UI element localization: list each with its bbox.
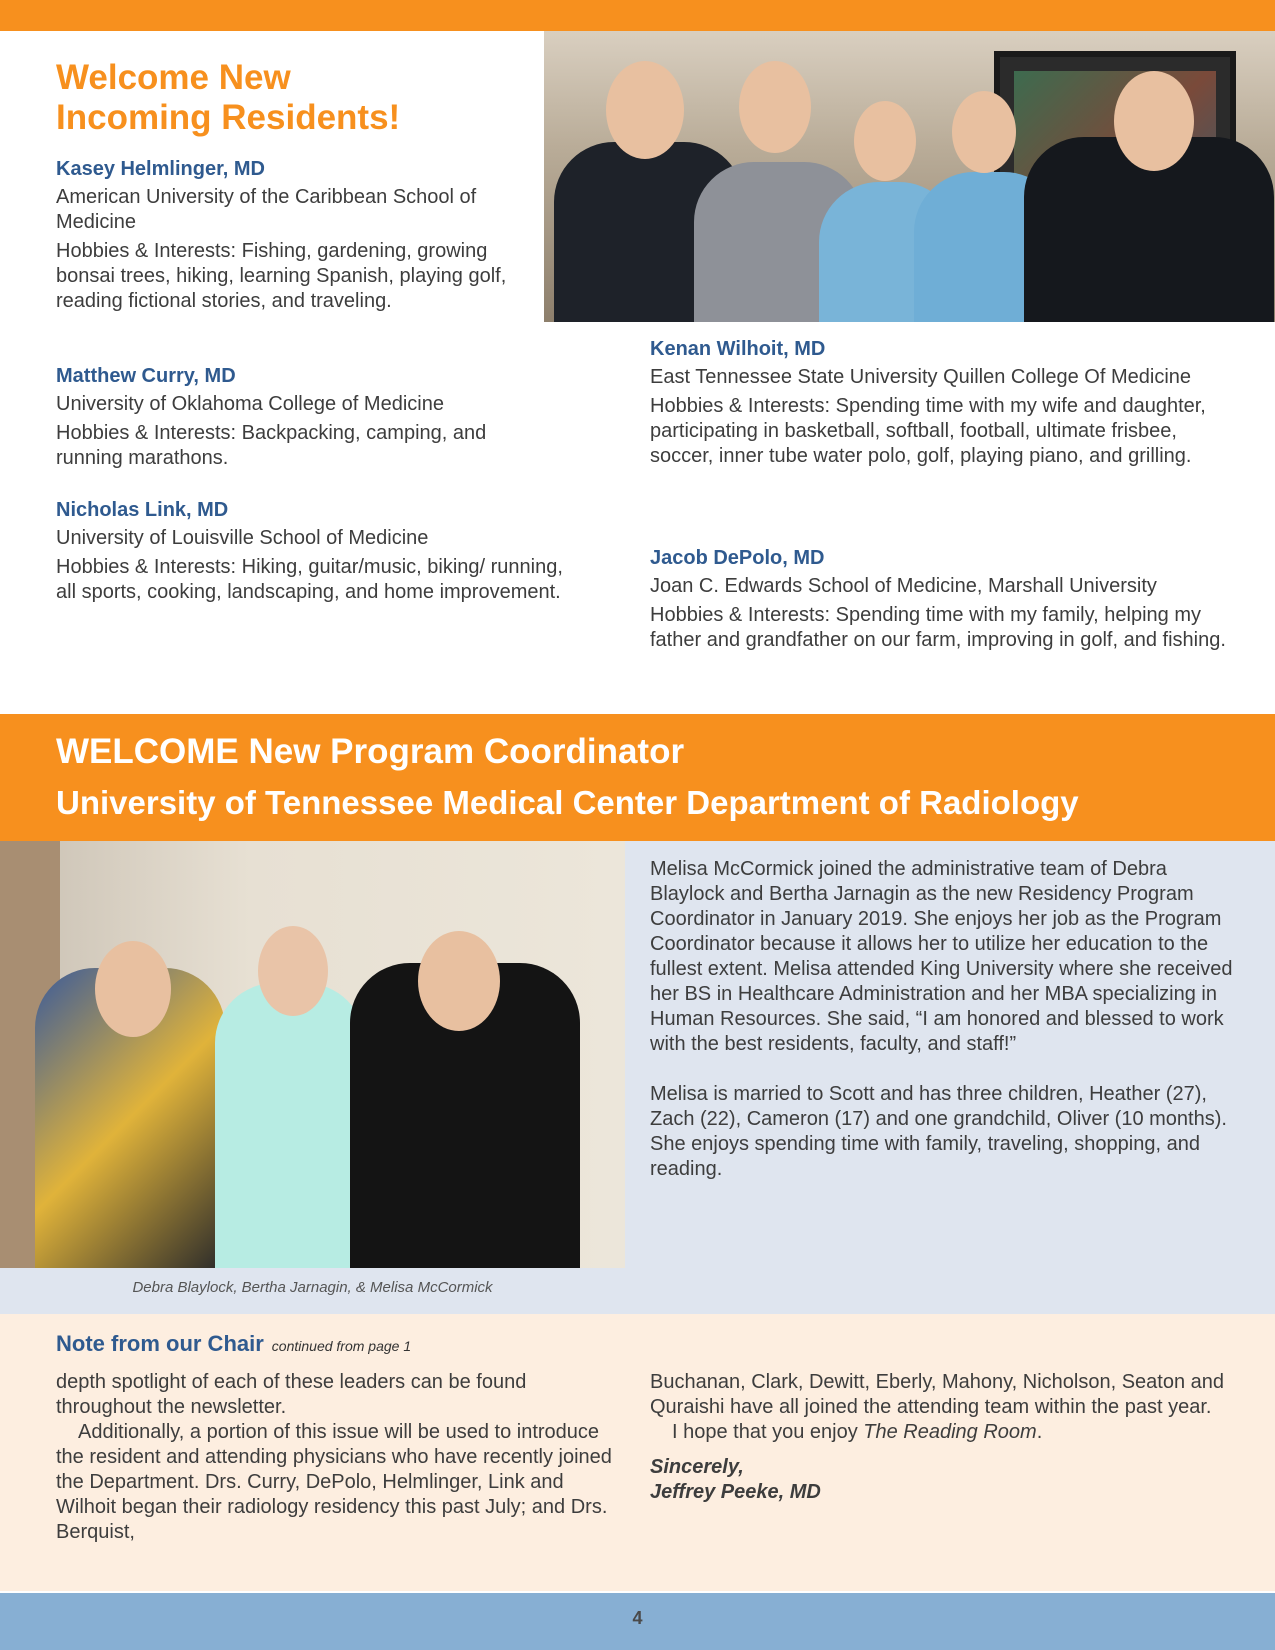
coordinator-bio xyxy=(650,857,1235,1207)
chair-note-heading: Note from our Chair xyxy=(56,1331,264,1356)
photo-caption: Debra Blaylock, Bertha Jarnagin, & Melisa McCormick xyxy=(132,1279,493,1296)
chair-paragraph xyxy=(650,1420,1235,1445)
bio-paragraph: Melisa is married to Scott and has three children, Heather (27), Zach (22), Cameron (17) and one grandchild, Oliver (10 months). She enjoys spending time with family, traveling, shopping, and reading. xyxy=(650,1083,1227,1180)
resident-entry xyxy=(56,157,526,314)
resident-school: University of Oklahoma College of Medicine xyxy=(56,393,444,415)
resident-entry xyxy=(56,364,556,471)
coordinator-title: WELCOME New Program Coordinator xyxy=(56,732,685,771)
chair-paragraph: Buchanan, Clark, Dewitt, Eberly, Mahony, Nicholson, Seaton and Quraishi have all joined the attending team within the past year. xyxy=(650,1371,1225,1418)
resident-school: University of Louisville School of Medicine xyxy=(56,527,429,549)
continued-note: continued from page 1 xyxy=(271,1338,412,1354)
resident-hobbies: Hobbies & Interests: Hiking, guitar/music, biking/ running, all sports, cooking, landscaping, and home improvement. xyxy=(56,556,563,603)
coordinator-subtitle: University of Tennessee Medical Center Department of Radiology xyxy=(56,784,1079,821)
resident-school: East Tennessee State University Quillen College Of Medicine xyxy=(650,366,1192,388)
chair-note-title xyxy=(56,1331,411,1357)
chair-text: I hope that you enjoy xyxy=(672,1421,864,1443)
resident-entry xyxy=(56,498,581,605)
chair-note-left-column xyxy=(56,1370,621,1545)
resident-entry xyxy=(650,337,1235,469)
chair-paragraph: Additionally, a portion of this issue will be used to introduce the resident and attending physicians who have recently joined the Department. Drs. Curry, DePolo, Helmlinger, Link and Wilhoit began their radiology residency this past July; and Drs. Berquist, xyxy=(56,1421,612,1543)
resident-school: American University of the Caribbean School of Medicine xyxy=(56,186,477,233)
headline-line2: Incoming Residents! xyxy=(56,98,401,137)
top-accent-bar xyxy=(0,0,1275,31)
resident-hobbies: Hobbies & Interests: Spending time with my wife and daughter, participating in basketball, softball, football, ultimate frisbee, soccer, inner tube water polo, golf, playing piano, and grilling. xyxy=(650,395,1206,467)
signature-name: Jeffrey Peeke, MD xyxy=(650,1481,821,1503)
person xyxy=(215,983,365,1268)
coordinator-photo xyxy=(0,841,625,1268)
chair-note-right-column xyxy=(650,1370,1235,1505)
page-number: 4 xyxy=(632,1608,643,1628)
chair-paragraph: depth spotlight of each of these leaders can be found throughout the newsletter. xyxy=(56,1371,527,1418)
headline-line1: Welcome New xyxy=(56,58,291,97)
resident-hobbies: Hobbies & Interests: Spending time with my family, helping my father and grandfather on our farm, improving in golf, and fishing. xyxy=(650,604,1226,651)
resident-entry xyxy=(650,546,1235,653)
resident-name: Nicholas Link, MD xyxy=(56,499,229,521)
chair-text: . xyxy=(1036,1421,1043,1443)
residents-group-photo xyxy=(544,31,1275,322)
resident-school: Joan C. Edwards School of Medicine, Marshall University xyxy=(650,575,1157,597)
resident-hobbies: Hobbies & Interests: Fishing, gardening, growing bonsai trees, hiking, learning Spanish, playing golf, reading fictional stories, and traveling. xyxy=(56,240,507,312)
resident-name: Kasey Helmlinger, MD xyxy=(56,158,265,180)
resident-hobbies: Hobbies & Interests: Backpacking, camping, and running marathons. xyxy=(56,422,487,469)
resident-name: Jacob DePolo, MD xyxy=(650,547,825,569)
bio-paragraph: Melisa McCormick joined the administrative team of Debra Blaylock and Bertha Jarnagin as the new Residency Program Coordinator in January 2019. She enjoys her job as the Program Coordinator because it allows her to utilize her education to the fullest extent. Melisa attended King University where she received her BS in Healthcare Administration and her MBA specializing in Human Resources. She said, “I am honored and blessed to work with the best residents, faculty, and staff!” xyxy=(650,858,1233,1055)
newsletter-title: The Reading Room xyxy=(863,1421,1037,1443)
resident-name: Matthew Curry, MD xyxy=(56,365,236,387)
resident-name: Kenan Wilhoit, MD xyxy=(650,338,826,360)
signoff: Sincerely, xyxy=(650,1456,744,1478)
page-headline xyxy=(56,58,526,138)
